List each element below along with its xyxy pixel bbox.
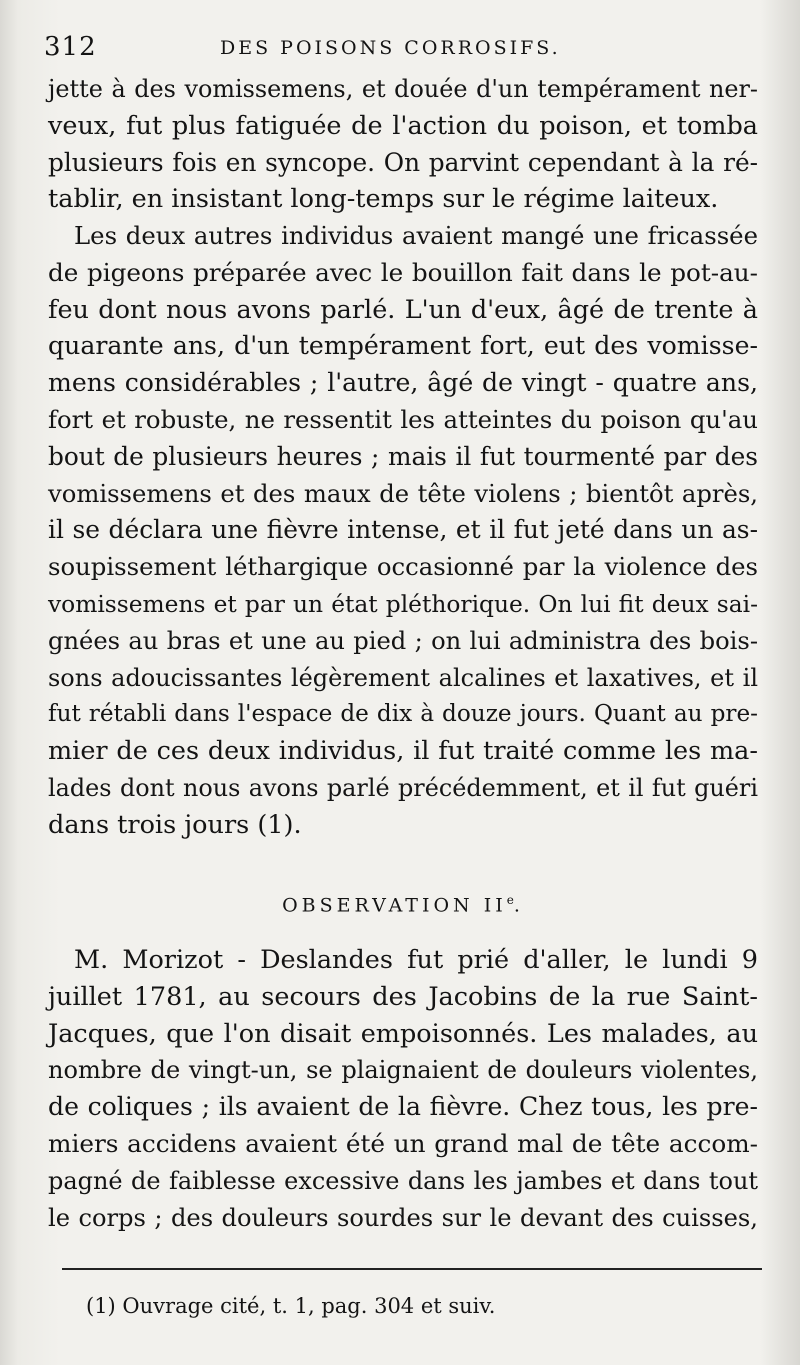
text-line: Les deux autres individus avaient mangé une fricassée [74,221,758,250]
page-header [44,30,758,64]
text-line: quarante ans, d'un tempérament fort, eut des vomisse- [48,331,758,361]
text-line: nombre de vingt-un, se plaignaient de douleurs violentes, [48,1056,758,1085]
text-line: le corps ; des douleurs sourdes sur le devant des cuisses, [48,1203,758,1232]
footnote: (1) Ouvrage cité, t. 1, pag. 304 et suiv. [86,1294,496,1318]
text-line: miers accidens avaient été un grand mal de tête accom- [48,1128,758,1158]
text-line: plusieurs fois en syncope. On parvint cependant à la ré- [48,147,758,177]
text-line: mier de ces deux individus, il fut traité comme les ma- [48,736,758,767]
observation-heading-superscript: e [506,893,514,907]
text-line: Jacques, que l'on disait empoisonnés. Les malades, au [48,1018,758,1049]
text-line: fort et robuste, ne ressentit les atteintes du poison qu'au [48,404,758,434]
text-line: vomissemens et par un état pléthorique. On lui fit deux sai- [48,589,758,618]
text-line: dans trois jours (1). [48,809,302,840]
text-line: vomissemens et des maux de tête violens ; bientôt après, [48,478,758,508]
text-line: tablir, en insistant long-temps sur le régime laiteux. [48,184,719,215]
running-title: DES POISONS CORROSIFS. [220,37,561,59]
text-line: sons adoucissantes légèrement alcalines et laxatives, et il [48,663,758,692]
text-line: gnées au bras et une au pied ; on lui administra des bois- [48,626,758,655]
text-line: de coliques ; ils avaient de la fièvre. Chez tous, les pre- [48,1092,758,1122]
paragraph-two-individuals [48,218,758,844]
text-line: M. Morizot - Deslandes fut prié d'aller, le lundi 9 [74,945,758,975]
observation-heading [48,883,758,922]
text-line: feu dont nous avons parlé. L'un d'eux, âgé de trente à [48,294,758,325]
observation-heading-text: OBSERVATION II [282,894,507,917]
text-line: bout de plusieurs heures ; mais il fut tourmenté par des [48,441,758,471]
text-line: lades dont nous avons parlé précédemment, et il fut guéri [48,773,758,802]
text-line: veux, fut plus fatiguée de l'action du poison, et tomba [48,110,758,141]
text-line: de pigeons préparée avec le bouillon fait dans le pot-au- [48,257,758,287]
text-line: il se déclara une fièvre intense, et il fut jeté dans un as- [48,515,758,545]
text-line: fut rétabli dans l'espace de dix à douze jours. Quant au pre- [48,701,758,728]
text-line: pagné de faiblesse excessive dans les jambes et dans tout [48,1166,758,1195]
page-number: 312 [44,32,97,62]
paragraph-morizot [48,942,758,1236]
text-line: soupissement léthargique occasionné par la violence des [48,552,758,582]
paragraph-continued [48,71,758,218]
text-line: jette à des vomissemens, et douée d'un tempérament ner- [48,75,758,103]
text-line: mens considérables ; l'autre, âgé de vingt - quatre ans, [48,368,758,398]
footnote-divider [62,1268,762,1270]
text-line: juillet 1781, au secours des Jacobins de la rue Saint- [48,981,758,1012]
observation-heading-period: . [513,894,524,917]
